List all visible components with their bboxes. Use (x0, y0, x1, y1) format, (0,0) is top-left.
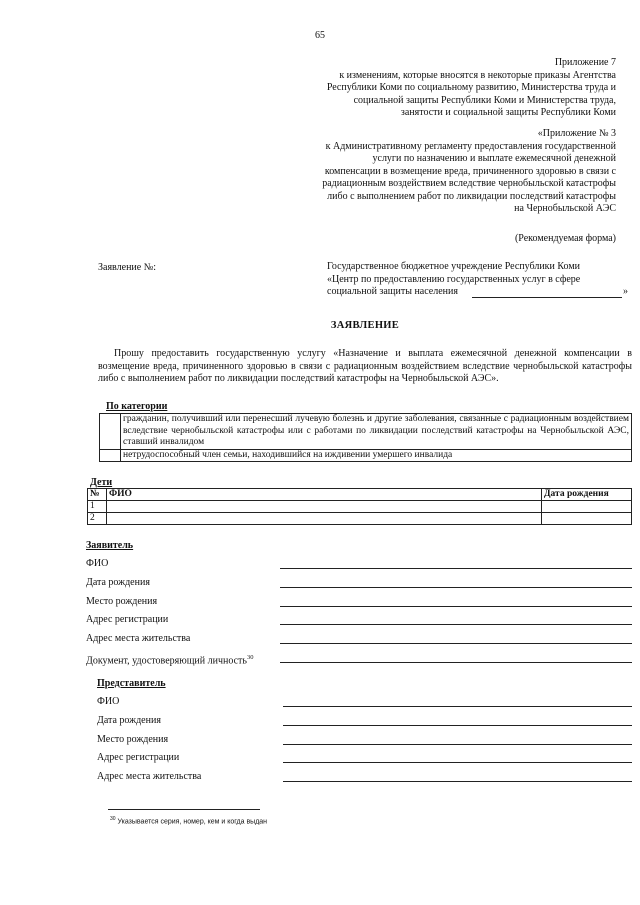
representative-fio-field[interactable] (283, 706, 632, 707)
representative-title: Представитель (97, 678, 166, 689)
appendix3-line: к Административному регламенту предоставления государственной (325, 140, 616, 152)
institution-line: Государственное бюджетное учреждение Республики Коми (327, 261, 581, 272)
applicant-label-birthdate: Дата рождения (86, 577, 150, 588)
appendix7-line: занятости и социальной защиты Республики Коми (400, 107, 616, 118)
appendix3-line: радиационным воздействием вследствие чернобыльской катастрофы (322, 178, 616, 189)
institution-closing-quote: » (623, 286, 628, 297)
representative-birthdate-field[interactable] (283, 725, 632, 726)
child-birth-cell[interactable] (542, 513, 632, 525)
children-table (87, 488, 632, 525)
application-number-label: Заявление №: (98, 262, 157, 273)
child-name-cell[interactable] (107, 501, 542, 513)
category-table (99, 413, 632, 462)
appendix3-line: компенсации в возмещение вреда, причиненного здоровью в связи с (324, 165, 616, 177)
representative-label-registration: Адрес регистрации (97, 752, 180, 763)
appendix7-block (196, 57, 616, 120)
form-note: (Рекомендуемая форма) (514, 233, 616, 244)
appendix7-line: Республики Коми по социальному развитию, Министерства труда и (326, 82, 616, 93)
request-paragraph: Прошу предоставить государственную услугу «Назначение и выплата ежемесячной денежной компенсации в возмещение вреда, причиненного здоровью в связи с радиационным воздействием вследствие чернобыльской катастрофы либо с выполнением работ по ликвидации последствий катастрофы на Чернобыльской АЭС». (98, 348, 632, 384)
representative-label-birthplace: Место рождения (97, 734, 169, 745)
footnote-text: Указывается серия, номер, кем и когда выдан (117, 818, 268, 826)
applicant-birthplace-field[interactable] (280, 606, 632, 607)
representative-registration-field[interactable] (283, 762, 632, 763)
page-number: 65 (315, 30, 325, 41)
child-number: 2 (88, 513, 107, 525)
appendix3-block (196, 128, 616, 216)
applicant-residence-field[interactable] (280, 643, 632, 644)
appendix7-title: Приложение 7 (554, 57, 616, 68)
table-row (88, 501, 632, 513)
applicant-label-registration: Адрес регистрации (86, 614, 169, 625)
table-row (88, 513, 632, 525)
children-col-name: ФИО (107, 489, 542, 501)
representative-label-birthdate: Дата рождения (97, 715, 161, 726)
representative-birthplace-field[interactable] (283, 744, 632, 745)
children-title: Дети (90, 477, 113, 488)
children-col-number: № (88, 489, 107, 501)
appendix7-line: социальной защиты Республики Коми и Министерства труда, (353, 94, 616, 106)
children-col-birth: Дата рождения (542, 489, 632, 501)
child-birth-cell[interactable] (542, 501, 632, 513)
applicant-registration-field[interactable] (280, 624, 632, 625)
category-checkbox[interactable] (100, 449, 121, 462)
institution-line: «Центр по предоставлению государственных услуг в сфере (327, 273, 581, 285)
appendix3-line: услуги по назначению и выплате ежемесячной денежной (372, 153, 616, 164)
children-header-row (88, 489, 632, 501)
child-number: 1 (88, 501, 107, 513)
category-option-text: нетрудоспособный член семьи, находившийся на иждивении умершего инвалида (121, 449, 632, 462)
applicant-birthdate-field[interactable] (280, 587, 632, 588)
representative-label-residence: Адрес места жительства (97, 771, 202, 782)
institution-line: социальной защиты населения (327, 286, 458, 297)
appendix3-line: на Чернобыльской АЭС (514, 203, 616, 214)
category-option-text: гражданин, получивший или перенесший лучевую болезнь и другие заболевания, связанные с радиационным воздействием вследствие чернобыльской катастрофы или с работами по ликвидации последствий катастрофы на Чернобыльской АЭС, ставший инвалидом (121, 414, 632, 450)
institution-block (327, 261, 627, 299)
applicant-label-document (86, 652, 253, 667)
appendix3-line: либо с выполнением работ по ликвидации последствий катастрофы (327, 190, 616, 202)
applicant-label-birthplace: Место рождения (86, 596, 158, 607)
institution-blank-line[interactable] (472, 297, 622, 298)
footnote (110, 815, 267, 826)
footnote-ref: 30 (246, 654, 254, 661)
applicant-document-text: Документ, удостоверяющий личность (86, 655, 247, 667)
applicant-document-field[interactable] (280, 662, 632, 663)
appendix7-line: к изменениям, которые вносятся в некоторые приказы Агентства (339, 69, 616, 81)
category-row (100, 449, 632, 462)
document-heading: ЗАЯВЛЕНИЕ (330, 320, 400, 331)
child-name-cell[interactable] (107, 513, 542, 525)
footnote-divider (108, 809, 260, 810)
category-row (100, 414, 632, 450)
appendix3-title: «Приложение № 3 (537, 128, 616, 139)
applicant-title: Заявитель (86, 540, 134, 551)
footnote-mark: 30 (110, 816, 116, 822)
applicant-fio-field[interactable] (280, 568, 632, 569)
category-checkbox[interactable] (100, 414, 121, 450)
representative-residence-field[interactable] (283, 781, 632, 782)
applicant-label-fio: ФИО (86, 558, 109, 569)
category-title: По категории (106, 401, 168, 412)
applicant-label-residence: Адрес места жительства (86, 633, 191, 644)
representative-label-fio: ФИО (97, 696, 120, 707)
